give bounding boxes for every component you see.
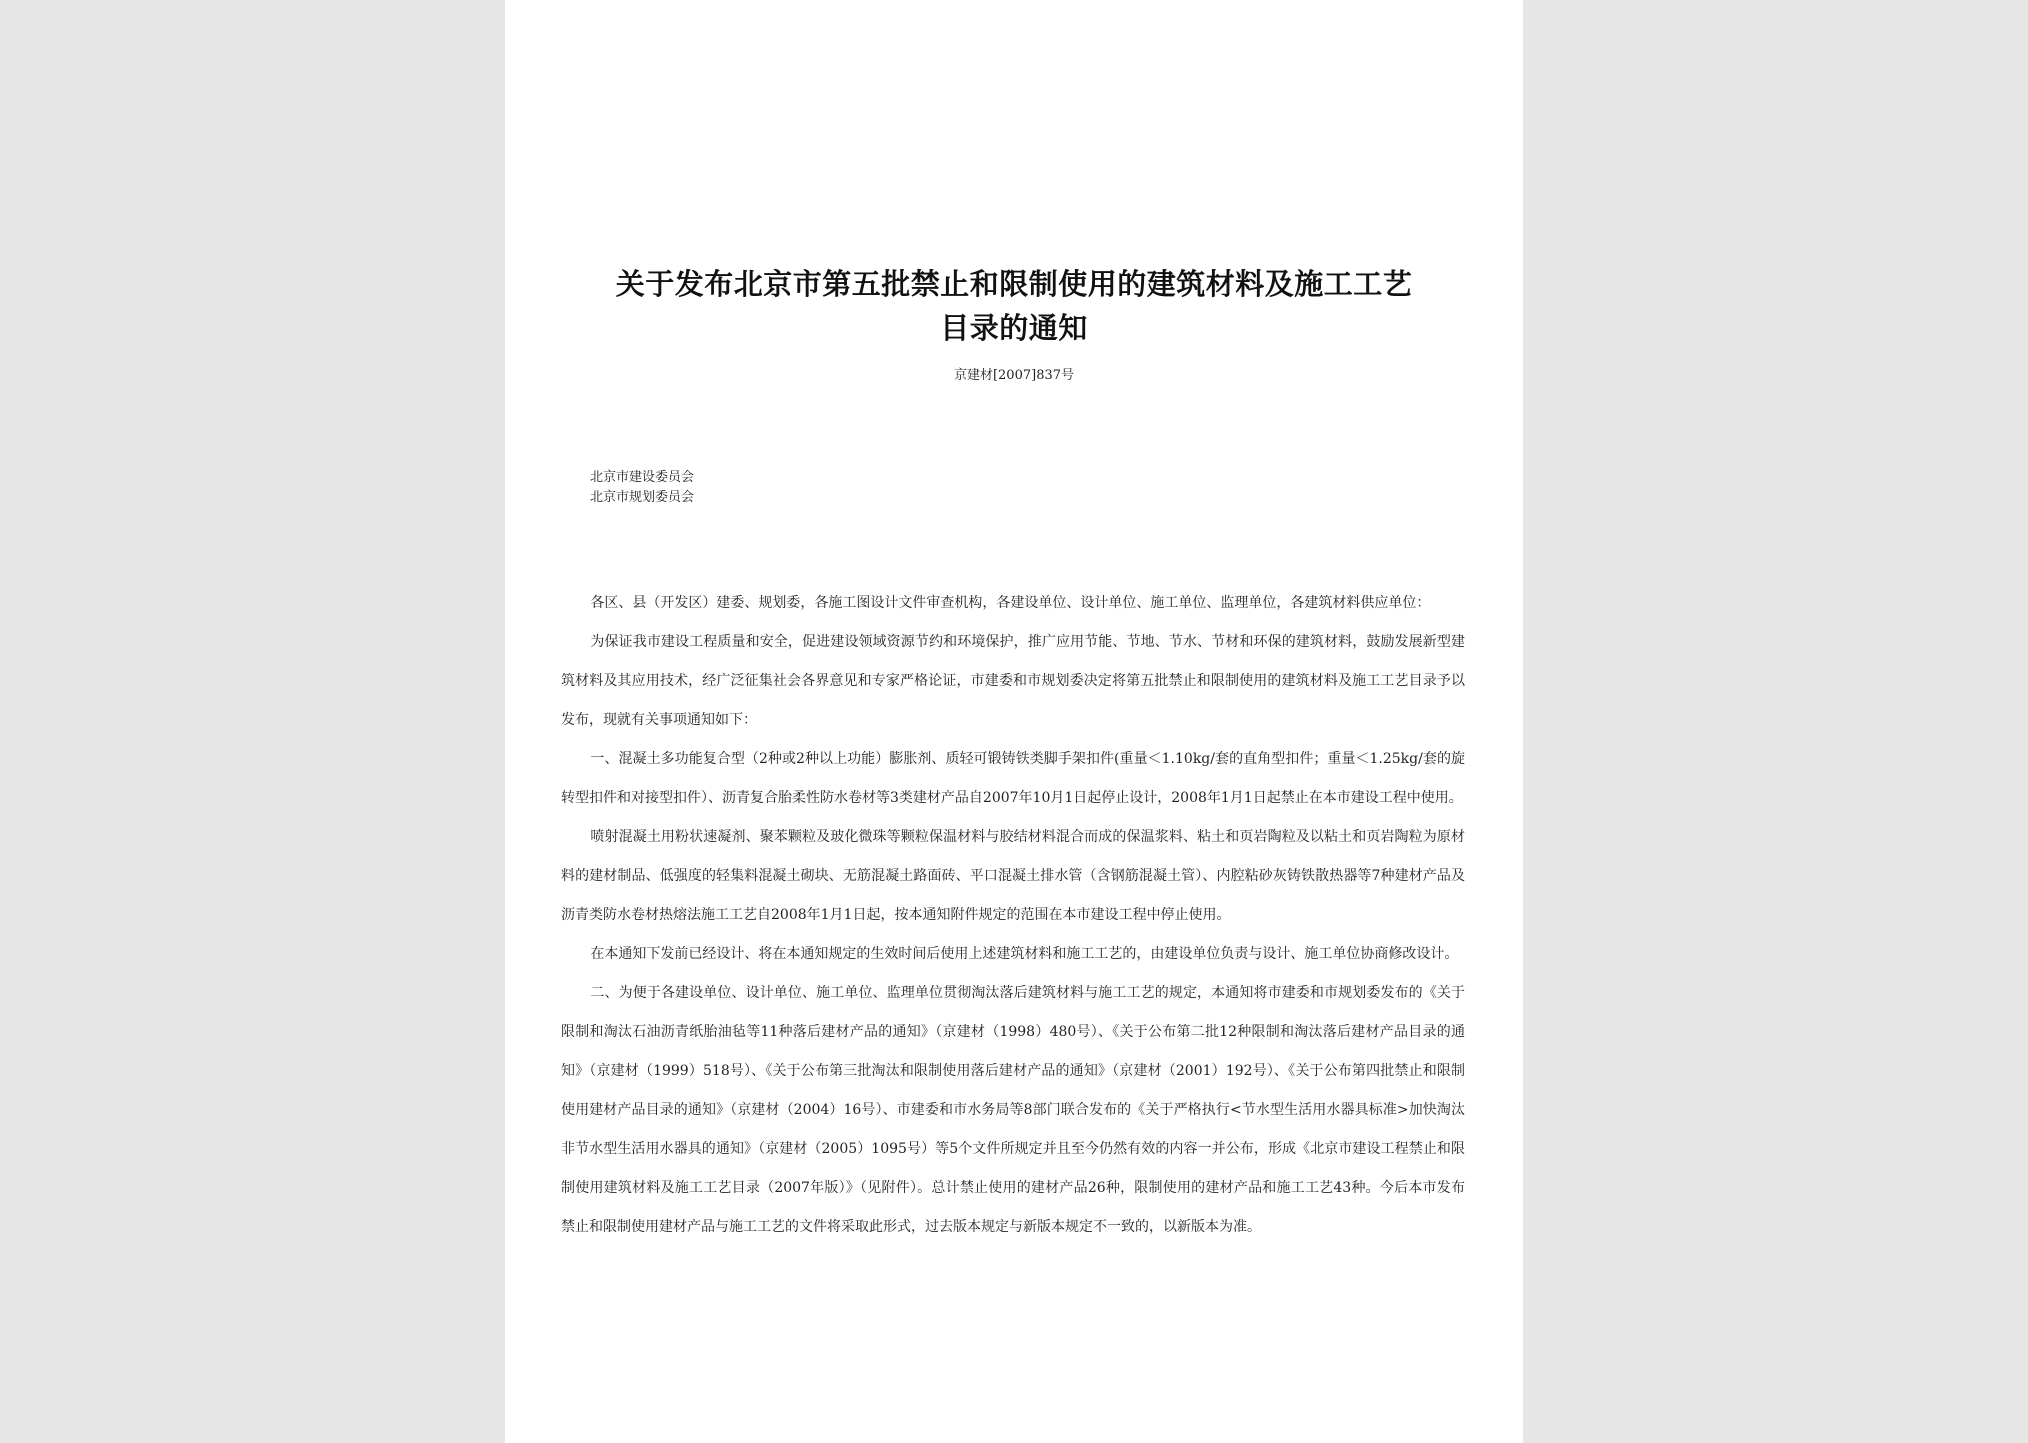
body-paragraph-item-1: 一、混凝土多功能复合型（2种或2种以上功能）膨胀剂、质轻可锻铸铁类脚手架扣件(重量＜1.10kg/套的直角型扣件；重量＜1.25kg/套的旋转型扣件和对接型扣件）、沥青复合胎柔性防水卷材等3类建材产品自2007年10月1日起停止设计，2008年1月1日起禁止在本市建设工程中使用。 xyxy=(561,751,1465,806)
issuer-item: 北京市规划委员会 xyxy=(590,490,695,505)
body-paragraph-intro: 为保证我市建设工程质量和安全，促进建设领域资源节约和环境保护，推广应用节能、节地、节水、节材和环保的建筑材料，鼓励发展新型建筑材料及其应用技术，经广泛征集社会各界意见和专家严格论证，市建委和市规划委决定将第五批禁止和限制使用的建筑材料及施工工艺目录予以发布，现就有关事项通知如下： xyxy=(561,634,1465,728)
body-paragraph-item-1-continued: 喷射混凝土用粉状速凝剂、聚苯颗粒及玻化微珠等颗粒保温材料与胶结材料混合而成的保温浆料、粘土和页岩陶粒及以粘土和页岩陶粒为原材料的建材制品、低强度的轻集料混凝土砌块、无筋混凝土路面砖、平口混凝土排水管（含钢筋混凝土管）、内腔粘砂灰铸铁散热器等7种建材产品及沥青类防水卷材热熔法施工工艺自2008年1月1日起，按本通知附件规定的范围在本市建设工程中停止使用。 xyxy=(561,829,1465,923)
body-paragraph-item-1-note: 在本通知下发前已经设计、将在本通知规定的生效时间后使用上述建筑材料和施工工艺的，由建设单位负责与设计、施工单位协商修改设计。 xyxy=(590,946,1459,962)
document-number: 京建材[2007]837号 xyxy=(953,368,1075,383)
issuer-list xyxy=(590,468,694,508)
document-title-line-1: 关于发布北京市第五批禁止和限制使用的建筑材料及施工工艺 xyxy=(615,267,1413,301)
document-page xyxy=(505,0,1523,1443)
body-paragraph-addressees: 各区、县（开发区）建委、规划委，各施工图设计文件审查机构，各建设单位、设计单位、施工单位、监理单位，各建筑材料供应单位： xyxy=(590,595,1431,611)
document-body xyxy=(561,584,1465,1247)
issuer-item: 北京市建设委员会 xyxy=(590,470,695,485)
document-title-line-2: 目录的通知 xyxy=(940,311,1088,345)
body-paragraph-item-2: 二、为便于各建设单位、设计单位、施工单位、监理单位贯彻淘汰落后建筑材料与施工工艺的规定，本通知将市建委和市规划委发布的《关于限制和淘汰石油沥青纸胎油毡等11种落后建材产品的通知》（京建材（1998）480号）、《关于公布第二批12种限制和淘汰落后建材产品目录的通知》（京建材（1999）518号）、《关于公布第三批淘汰和限制使用落后建材产品的通知》（京建材（2001）192号）、《关于公布第四批禁止和限制使用建材产品目录的通知》（京建材（2004）16号）、市建委和市水务局等8部门联合发布的《关于严格执行<节水型生活用水器具标准>加快淘汰非节水型生活用水器具的通知》（京建材（2005）1095号）等5个文件所规定并且至今仍然有效的内容一并公布，形成《北京市建设工程禁止和限制使用建筑材料及施工工艺目录（2007年版）》（见附件）。总计禁止使用的建材产品26种，限制使用的建材产品和施工工艺43种。今后本市发布禁止和限制使用建材产品与施工工艺的文件将采取此形式，过去版本规定与新版本规定不一致的，以新版本为准。 xyxy=(561,985,1465,1235)
document-title xyxy=(545,262,1483,350)
